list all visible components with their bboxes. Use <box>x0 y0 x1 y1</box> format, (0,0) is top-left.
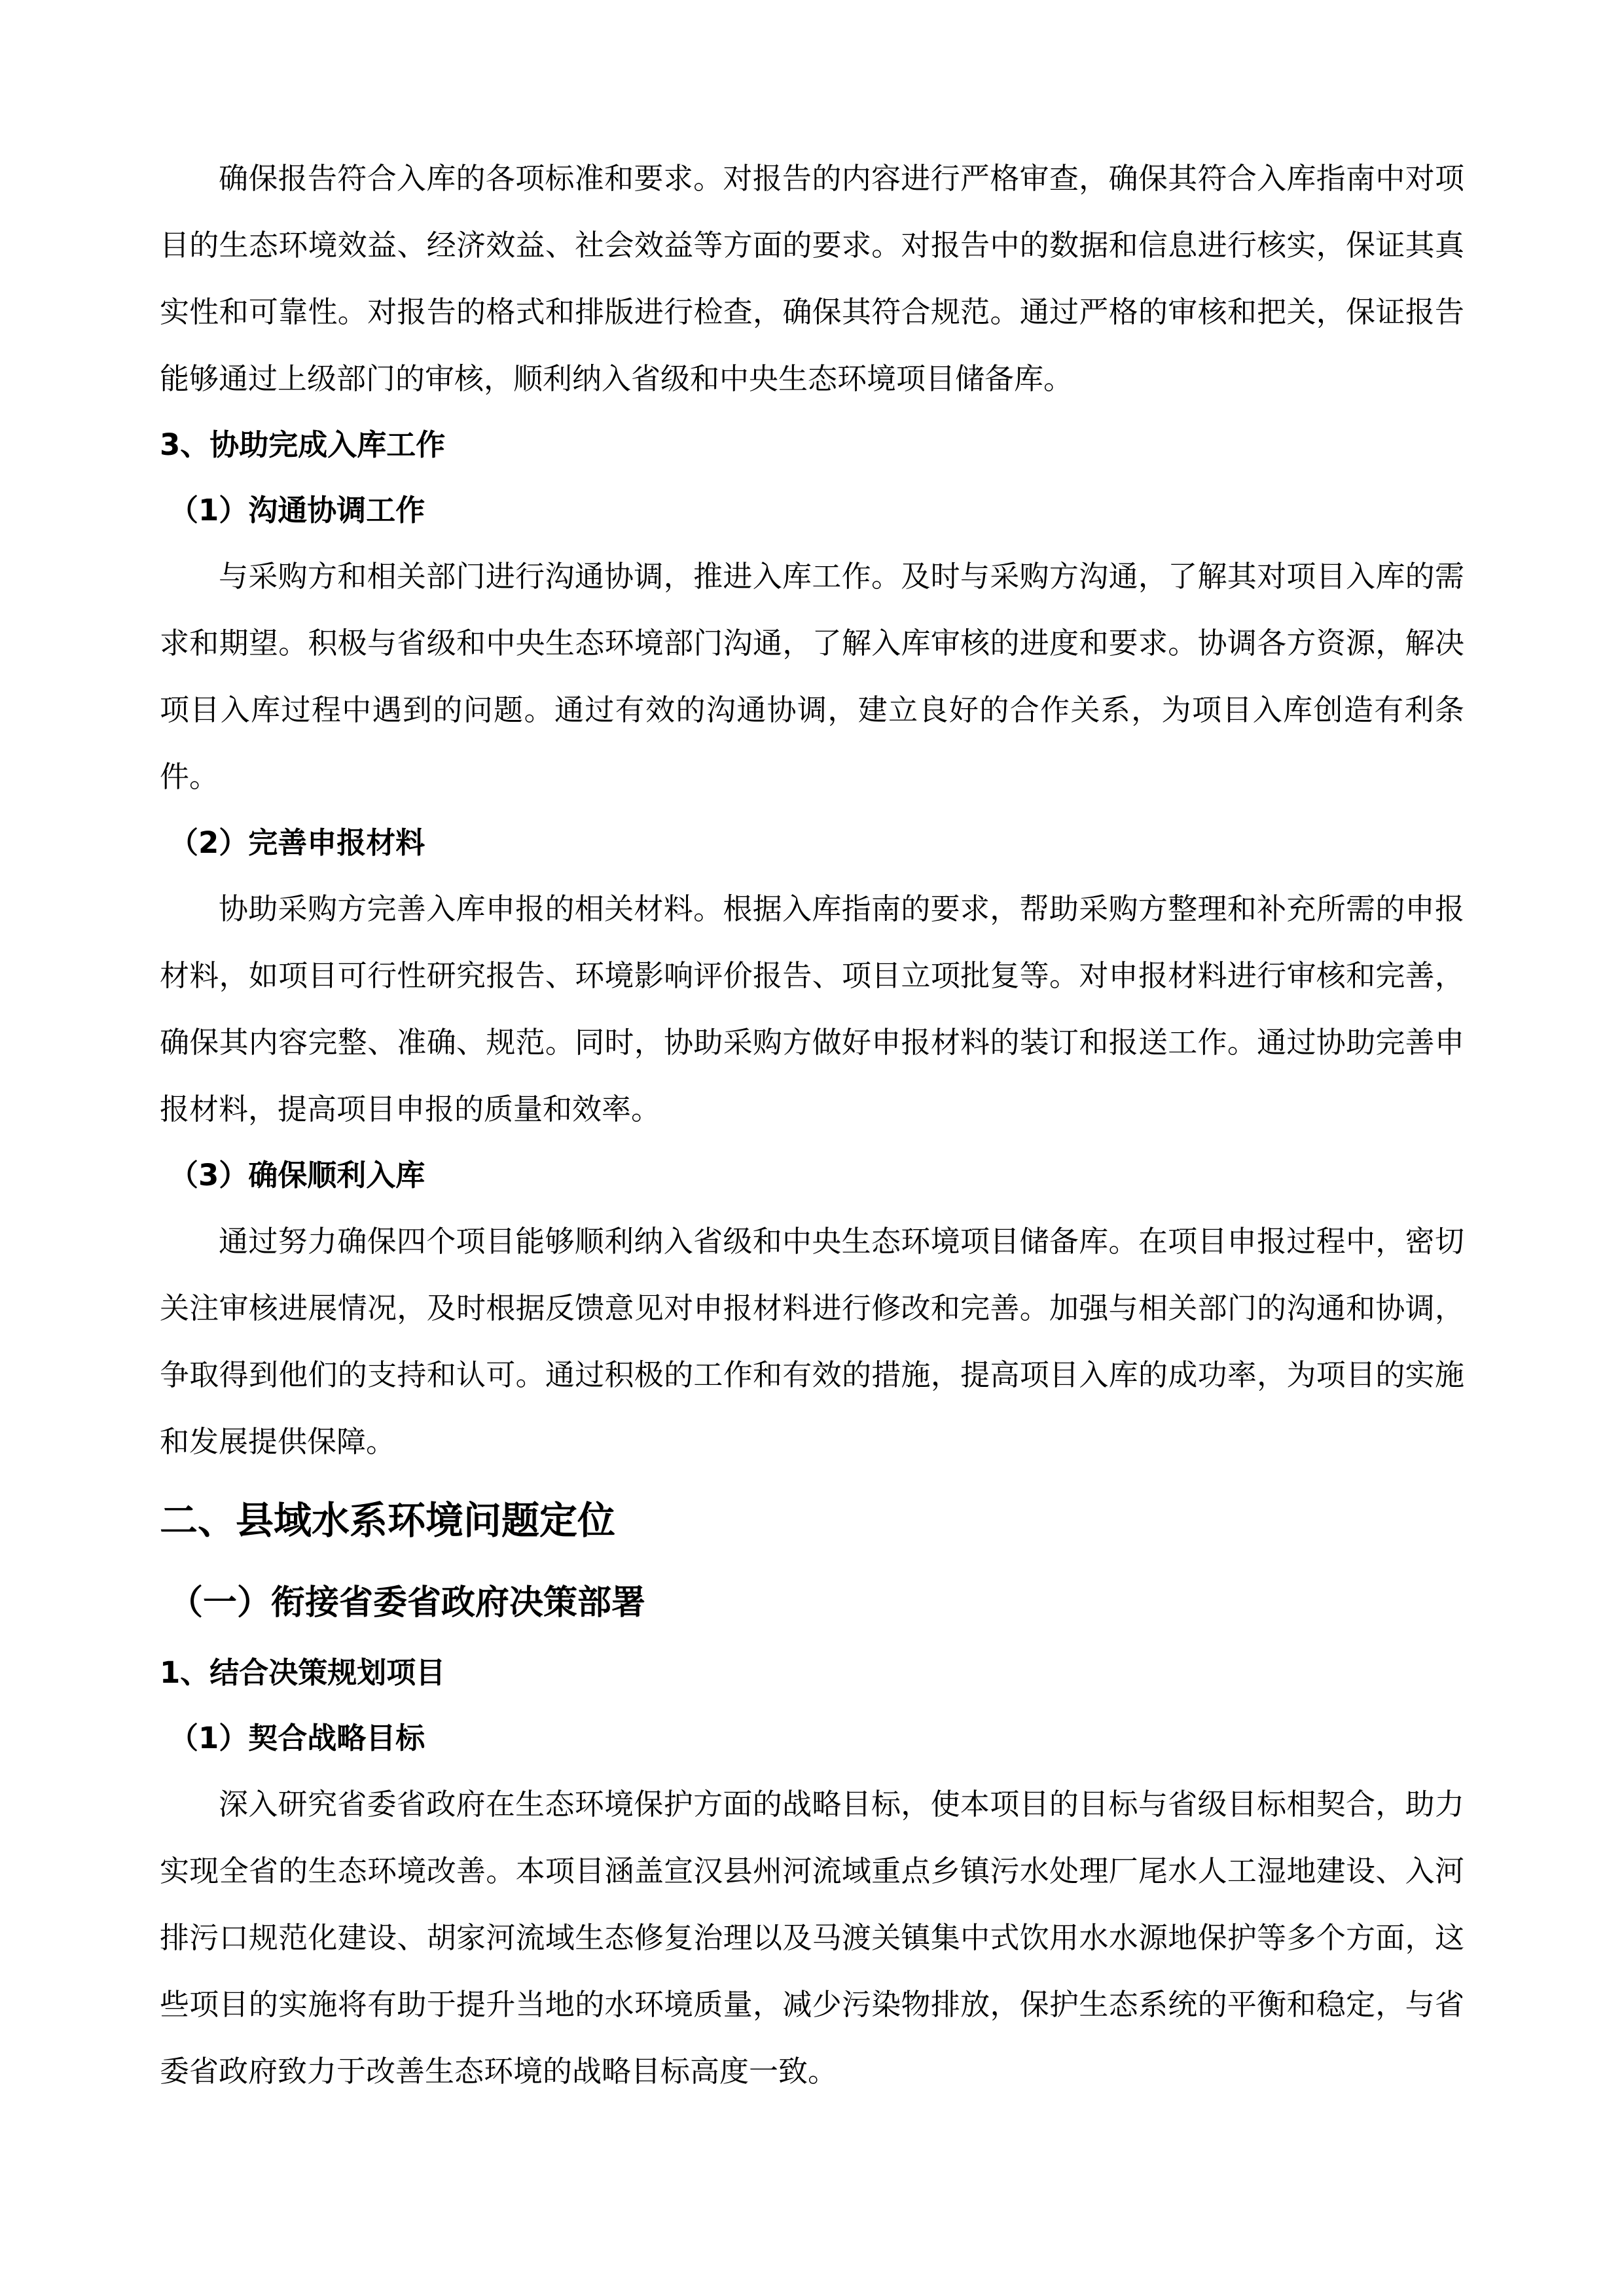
document-body <box>160 145 1464 2105</box>
heading-planning-projects: 1、结合决策规划项目 <box>160 1655 446 1690</box>
subheading-communication: （1）沟通协调工作 <box>169 493 425 528</box>
subheading-ensure-entry: （3）确保顺利入库 <box>169 1158 425 1193</box>
paragraph-communication: 与采购方和相关部门进行沟通协调，推进入库工作。及时与采购方沟通，了解其对项目入库的需求和期望。积极与省级和中央生态环境部门沟通，了解入库审核的进度和要求。协调各方资源，解决项目入库过程中遇到的问题。通过有效的沟通协调，建立良好的合作关系，为项目入库创造有利条件。 <box>160 559 1464 794</box>
paragraph-report-review: 确保报告符合入库的各项标准和要求。对报告的内容进行严格审查，确保其符合入库指南中对项目的生态环境效益、经济效益、社会效益等方面的要求。对报告中的数据和信息进行核实，保证其真实性和可靠性。对报告的格式和排版进行检查，确保其符合规范。通过严格的审核和把关，保证报告能够通过上级部门的审核，顺利纳入省级和中央生态环境项目储备库。 <box>160 161 1464 396</box>
paragraph-ensure-entry: 通过努力确保四个项目能够顺利纳入省级和中央生态环境项目储备库。在项目申报过程中，密切关注审核进展情况，及时根据反馈意见对申报材料进行修改和完善。加强与相关部门的沟通和协调，争取得到他们的支持和认可。通过积极的工作和有效的措施，提高项目入库的成功率，为项目的实施和发展提供保障。 <box>160 1224 1464 1459</box>
heading-assist-warehousing: 3、协助完成入库工作 <box>160 427 446 462</box>
paragraph-strategic-goals: 深入研究省委省政府在生态环境保护方面的战略目标，使本项目的目标与省级目标相契合，助力实现全省的生态环境改善。本项目涵盖宣汉县州河流域重点乡镇污水处理厂尾水人工湿地建设、入河排污口规范化建设、胡家河流域生态修复治理以及马渡关镇集中式饮用水水源地保护等多个方面，这些项目的实施将有助于提升当地的水环境质量，减少污染物排放，保护生态系统的平衡和稳定，与省委省政府致力于改善生态环境的战略目标高度一致。 <box>160 1787 1464 2089</box>
section-heading-water-issues: 二、县域水系环境问题定位 <box>160 1498 616 1543</box>
section-subheading-provincial-deployment: （一）衔接省委省政府决策部署 <box>169 1583 646 1623</box>
subheading-strategic-goals: （1）契合战略目标 <box>169 1721 425 1755</box>
paragraph-materials: 协助采购方完善入库申报的相关材料。根据入库指南的要求，帮助采购方整理和补充所需的申报材料，如项目可行性研究报告、环境影响评价报告、项目立项批复等。对申报材料进行审核和完善，确保其内容完整、准确、规范。同时，协助采购方做好申报材料的装订和报送工作。通过协助完善申报材料，提高项目申报的质量和效率。 <box>160 891 1464 1126</box>
subheading-materials: （2）完善申报材料 <box>169 825 425 860</box>
